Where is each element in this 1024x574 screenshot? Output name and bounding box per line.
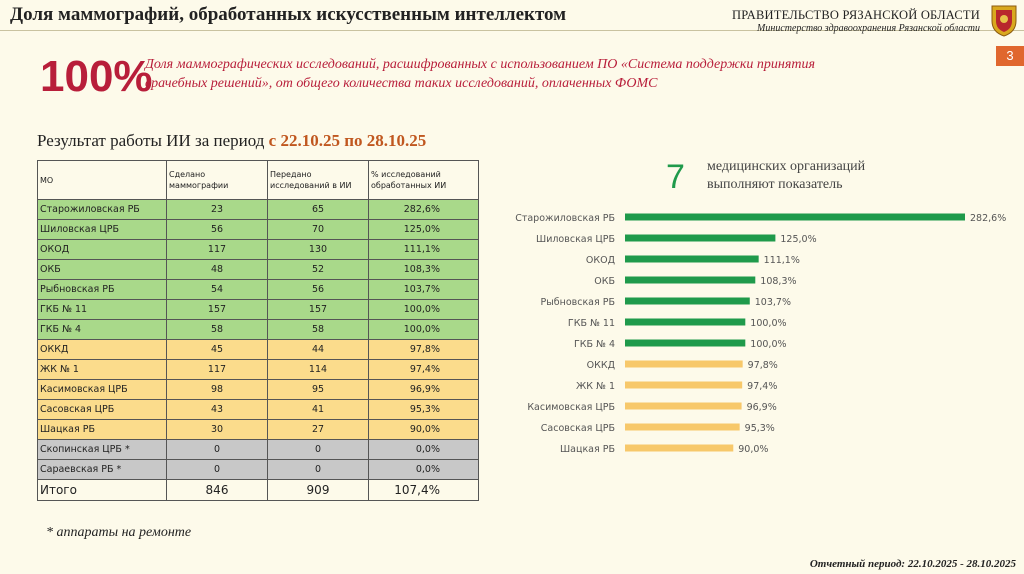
row-pct: 95,3% bbox=[369, 400, 479, 420]
row-done: 58 bbox=[167, 320, 268, 340]
bar-category-label: Сасовская ЦРБ bbox=[540, 423, 615, 434]
row-done: 48 bbox=[167, 260, 268, 280]
bar-category-label: Рыбновская РБ bbox=[540, 297, 615, 308]
page-number-badge: 3 bbox=[996, 46, 1024, 66]
row-mo: ОККД bbox=[38, 340, 167, 360]
row-sent: 114 bbox=[268, 360, 369, 380]
percent-bar-chart bbox=[490, 205, 1020, 460]
row-sent: 0 bbox=[268, 440, 369, 460]
table-row bbox=[38, 220, 479, 240]
row-mo: Шацкая РБ bbox=[38, 420, 167, 440]
row-done: 117 bbox=[167, 360, 268, 380]
bar-value-label: 90,0% bbox=[738, 444, 769, 455]
row-pct: 108,3% bbox=[369, 260, 479, 280]
table-body bbox=[38, 200, 479, 480]
row-pct: 125,0% bbox=[369, 220, 479, 240]
bar bbox=[625, 445, 733, 452]
bar bbox=[625, 340, 745, 347]
bar-category-label: Шиловская ЦРБ bbox=[536, 234, 615, 245]
row-mo: ГКБ № 11 bbox=[38, 300, 167, 320]
bar bbox=[625, 403, 742, 410]
total-done: 846 bbox=[167, 480, 268, 501]
col-header-pct: % исследований обработанных ИИ bbox=[369, 161, 479, 200]
row-done: 56 bbox=[167, 220, 268, 240]
row-mo: ГКБ № 4 bbox=[38, 320, 167, 340]
row-sent: 70 bbox=[268, 220, 369, 240]
row-sent: 56 bbox=[268, 280, 369, 300]
bar-value-label: 103,7% bbox=[754, 297, 791, 308]
row-done: 30 bbox=[167, 420, 268, 440]
row-sent: 130 bbox=[268, 240, 369, 260]
compliant-label-line2: выполняют показатель bbox=[707, 177, 843, 192]
bar-value-label: 282,6% bbox=[970, 213, 1007, 224]
row-done: 23 bbox=[167, 200, 268, 220]
row-sent: 0 bbox=[268, 460, 369, 480]
table-row bbox=[38, 360, 479, 380]
table-row bbox=[38, 460, 479, 480]
result-heading bbox=[37, 131, 426, 151]
bar bbox=[625, 298, 750, 305]
row-sent: 41 bbox=[268, 400, 369, 420]
row-pct: 97,4% bbox=[369, 360, 479, 380]
row-done: 98 bbox=[167, 380, 268, 400]
total-pct: 107,4% bbox=[369, 480, 479, 501]
row-sent: 95 bbox=[268, 380, 369, 400]
row-done: 54 bbox=[167, 280, 268, 300]
row-pct: 100,0% bbox=[369, 320, 479, 340]
bar-value-label: 100,0% bbox=[750, 318, 787, 329]
result-period: с 22.10.25 по 28.10.25 bbox=[268, 131, 427, 150]
row-sent: 44 bbox=[268, 340, 369, 360]
row-done: 0 bbox=[167, 460, 268, 480]
bar-value-label: 100,0% bbox=[750, 339, 787, 350]
bar bbox=[625, 277, 755, 284]
bar bbox=[625, 256, 759, 263]
bar-category-label: ОККД bbox=[586, 360, 615, 371]
headline-description: Доля маммографических исследований, расшифрованных с использованием ПО «Система поддержки принятия врачебных решений», от общего количества таких исследований, оплаченных ФОМС bbox=[145, 57, 816, 91]
row-mo: Сараевская РБ * bbox=[38, 460, 167, 480]
repair-note: * аппараты на ремонте bbox=[46, 525, 192, 540]
bar-value-label: 108,3% bbox=[760, 276, 797, 287]
table-row bbox=[38, 420, 479, 440]
total-label: Итого bbox=[38, 480, 167, 501]
row-mo: Касимовская ЦРБ bbox=[38, 380, 167, 400]
bar bbox=[625, 361, 743, 368]
bar bbox=[625, 214, 965, 221]
bar-category-label: Касимовская ЦРБ bbox=[527, 402, 615, 413]
table-row bbox=[38, 300, 479, 320]
headline-percent: 100% bbox=[40, 52, 153, 101]
row-mo: Шиловская ЦРБ bbox=[38, 220, 167, 240]
table-row bbox=[38, 400, 479, 420]
table-row bbox=[38, 380, 479, 400]
row-sent: 65 bbox=[268, 200, 369, 220]
government-name: ПРАВИТЕЛЬСТВО РЯЗАНСКОЙ ОБЛАСТИ bbox=[731, 8, 980, 22]
bar-value-label: 125,0% bbox=[780, 234, 817, 245]
bar bbox=[625, 424, 740, 431]
row-pct: 90,0% bbox=[369, 420, 479, 440]
compliant-label bbox=[707, 158, 865, 194]
table-row bbox=[38, 340, 479, 360]
compliant-count: 7 bbox=[666, 158, 685, 196]
row-pct: 111,1% bbox=[369, 240, 479, 260]
bar-value-label: 97,4% bbox=[747, 381, 778, 392]
col-header-sent: Передано исследований в ИИ bbox=[268, 161, 369, 200]
results-table bbox=[37, 160, 479, 501]
result-label: Результат работы ИИ за период bbox=[37, 131, 269, 150]
bar-category-label: ОКБ bbox=[594, 276, 615, 287]
coat-of-arms-icon bbox=[989, 3, 1019, 37]
row-pct: 0,0% bbox=[369, 440, 479, 460]
bar-category-label: ГКБ № 11 bbox=[567, 318, 615, 329]
bar-category-label: ОКОД bbox=[585, 255, 615, 266]
bar-category-label: ГКБ № 4 bbox=[573, 339, 615, 350]
bar-value-label: 111,1% bbox=[763, 255, 800, 266]
table-total-row bbox=[38, 480, 479, 501]
row-sent: 58 bbox=[268, 320, 369, 340]
row-done: 0 bbox=[167, 440, 268, 460]
bar-category-label: ЖК № 1 bbox=[576, 381, 615, 392]
row-sent: 52 bbox=[268, 260, 369, 280]
row-done: 117 bbox=[167, 240, 268, 260]
row-done: 157 bbox=[167, 300, 268, 320]
row-mo: Старожиловская РБ bbox=[38, 200, 167, 220]
table-row bbox=[38, 240, 479, 260]
row-mo: ОКБ bbox=[38, 260, 167, 280]
bar-category-label: Старожиловская РБ bbox=[515, 213, 615, 224]
table-row bbox=[38, 440, 479, 460]
row-pct: 96,9% bbox=[369, 380, 479, 400]
table-row bbox=[38, 260, 479, 280]
report-period: Отчетный период: 22.10.2025 - 28.10.2025 bbox=[809, 558, 1016, 570]
bar bbox=[625, 235, 775, 242]
table-row bbox=[38, 280, 479, 300]
col-header-done: Сделано маммографии bbox=[167, 161, 268, 200]
row-sent: 157 bbox=[268, 300, 369, 320]
row-mo: Рыбновская РБ bbox=[38, 280, 167, 300]
row-sent: 27 bbox=[268, 420, 369, 440]
table-header-row bbox=[38, 161, 479, 200]
bar bbox=[625, 319, 745, 326]
table-row bbox=[38, 200, 479, 220]
row-mo: ЖК № 1 bbox=[38, 360, 167, 380]
col-header-mo: МО bbox=[38, 161, 167, 200]
bar-category-label: Шацкая РБ bbox=[560, 444, 615, 455]
compliant-label-line1: медицинских организаций bbox=[707, 159, 866, 174]
row-pct: 0,0% bbox=[369, 460, 479, 480]
row-mo: Сасовская ЦРБ bbox=[38, 400, 167, 420]
row-pct: 282,6% bbox=[369, 200, 479, 220]
row-pct: 100,0% bbox=[369, 300, 479, 320]
bar-value-label: 96,9% bbox=[746, 402, 777, 413]
row-pct: 103,7% bbox=[369, 280, 479, 300]
ministry-name: Министерство здравоохранения Рязанской области bbox=[757, 23, 980, 34]
table-row bbox=[38, 320, 479, 340]
row-mo: Скопинская ЦРБ * bbox=[38, 440, 167, 460]
bar bbox=[625, 382, 742, 389]
row-done: 45 bbox=[167, 340, 268, 360]
total-sent: 909 bbox=[268, 480, 369, 501]
row-done: 43 bbox=[167, 400, 268, 420]
row-mo: ОКОД bbox=[38, 240, 167, 260]
page-title: Доля маммографий, обработанных искусственным интеллектом bbox=[10, 4, 567, 25]
government-header bbox=[732, 8, 980, 34]
row-pct: 97,8% bbox=[369, 340, 479, 360]
bar-value-label: 97,8% bbox=[747, 360, 778, 371]
bar-value-label: 95,3% bbox=[744, 423, 775, 434]
